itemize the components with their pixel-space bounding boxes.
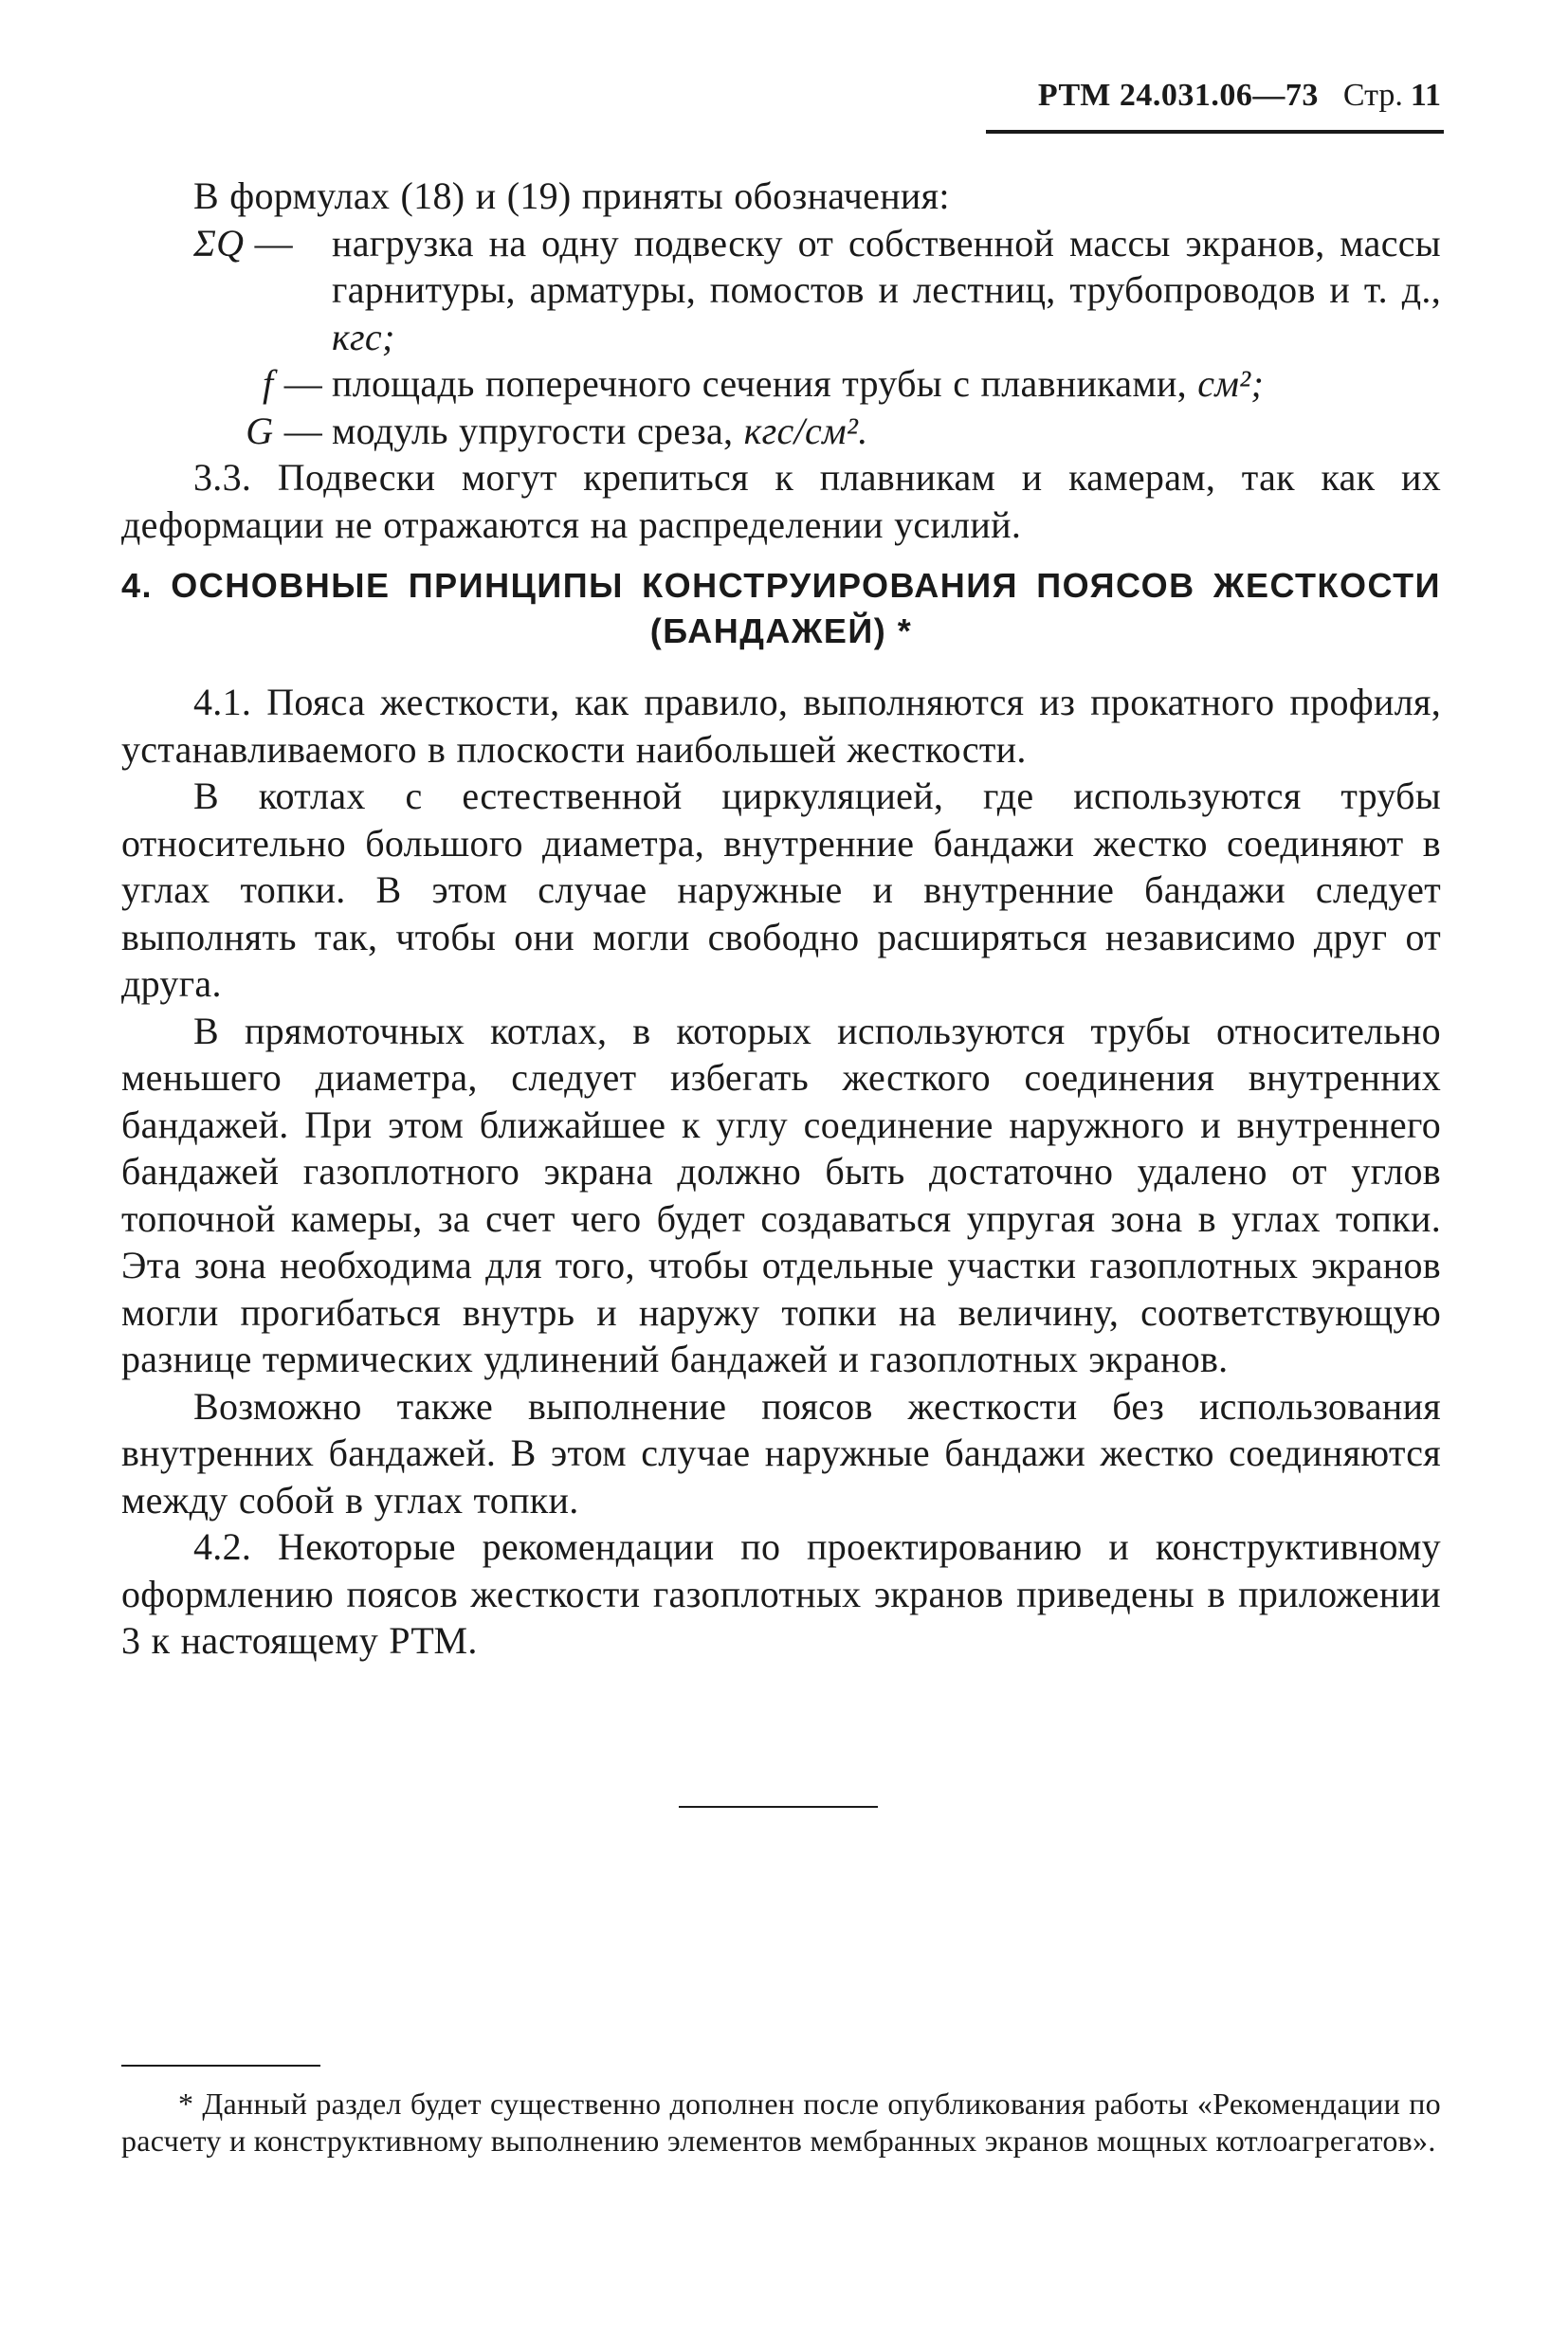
symbol-dash: —: [273, 409, 322, 452]
paragraph-4-2: 4.2. Некоторые рекомендации по проектированию и конструктивному оформлению поясов жесткости газоплотных экранов приведены в приложении 3 к настоящему РТМ.: [121, 1525, 1441, 1662]
footnote-text: * Данный раздел будет существенно дополнен после опубликования работы «Рекомендации по расчету и конструктивному выполнению элементов мембранных экранов мощных котлоагрегатов».: [121, 2087, 1441, 2158]
notation-text: модуль упругости среза,: [332, 409, 744, 452]
paragraph-3-3: 3.3. Подвески могут крепиться к плавникам и камерам, так как их деформации не отражаются на распределении усилий.: [121, 456, 1441, 546]
paragraph-natural-circulation: В котлах с естественной циркуляцией, где используются трубы относительно большого диаметра, внутренние бандажи жестко соединяют в углах топки. В этом случае наружные и внутренние бандажи следует выполнять так, чтобы они могли свободно расширяться независимо друг от друга.: [121, 775, 1441, 1005]
section-4-body: [121, 679, 1441, 1665]
notation-block: [121, 173, 1441, 548]
notation-unit: кгс;: [332, 315, 395, 358]
paragraph-once-through: В прямоточных котлах, в которых используются трубы относительно меньшего диаметра, следует избегать жесткого соединения внутренних бандажей. При этом ближайшее к углу соединение наружного и внутреннего бандажей газоплотного экрана должно быть достаточно удалено от углов топочной камеры, за счет чего будет создаваться упругая зона в углах топки. Эта зона необходима для того, чтобы отдельные участки газоплотных экранов могли прогибаться внутрь и наружу топки на величину, соответствующую разнице термических удлинений бандажей и газоплотных экранов.: [121, 1009, 1441, 1380]
notation-intro: В формулах (18) и (19) приняты обозначения:: [193, 174, 950, 217]
symbol-dash: —: [244, 221, 293, 264]
symbol-dash: —: [273, 362, 322, 405]
section-title-line-1: 4. ОСНОВНЫЕ ПРИНЦИПЫ КОНСТРУИРОВАНИЯ ПОЯСОВ ЖЕСТКОСТИ: [121, 566, 1441, 605]
page-number: 11: [1410, 78, 1441, 113]
notation-unit: кгс/см².: [743, 409, 868, 452]
notation-item-f: [121, 360, 1441, 408]
symbol-g: G: [246, 409, 274, 452]
notation-item-sum-q: [121, 220, 1441, 361]
page-label: Стр.: [1342, 78, 1403, 113]
footnote: [121, 2086, 1441, 2160]
notation-item-g: [121, 408, 1441, 455]
notation-text: нагрузка на одну подвеску от собственной массы экранов, массы гарнитуры, арматуры, помостов и лестниц, трубопроводов и т. д.,: [332, 221, 1441, 311]
notation-text: площадь поперечного сечения трубы с плавниками,: [332, 362, 1198, 405]
document-code: РТМ 24.031.06—73: [1037, 78, 1319, 113]
page-header: [948, 78, 1441, 114]
paragraph-without-inner-bands: Возможно также выполнение поясов жесткости без использования внутренних бандажей. В этом случае наружные бандажи жестко соединяются между собой в углах топки.: [121, 1384, 1441, 1522]
section-end-rule: [679, 1806, 878, 1808]
section-4-title: [121, 563, 1441, 654]
symbol-sum-q: ΣQ: [193, 221, 245, 264]
header-rule: [986, 130, 1444, 134]
notation-unit: см²;: [1197, 362, 1265, 405]
symbol-f: f: [262, 362, 274, 405]
paragraph-4-1: 4.1. Пояса жесткости, как правило, выполняются из прокатного профиля, устанавливаемого в плоскости наибольшей жесткости.: [121, 681, 1441, 771]
footnote-rule: [121, 2065, 320, 2067]
section-title-line-2: (БАНДАЖЕЙ) *: [649, 611, 913, 650]
